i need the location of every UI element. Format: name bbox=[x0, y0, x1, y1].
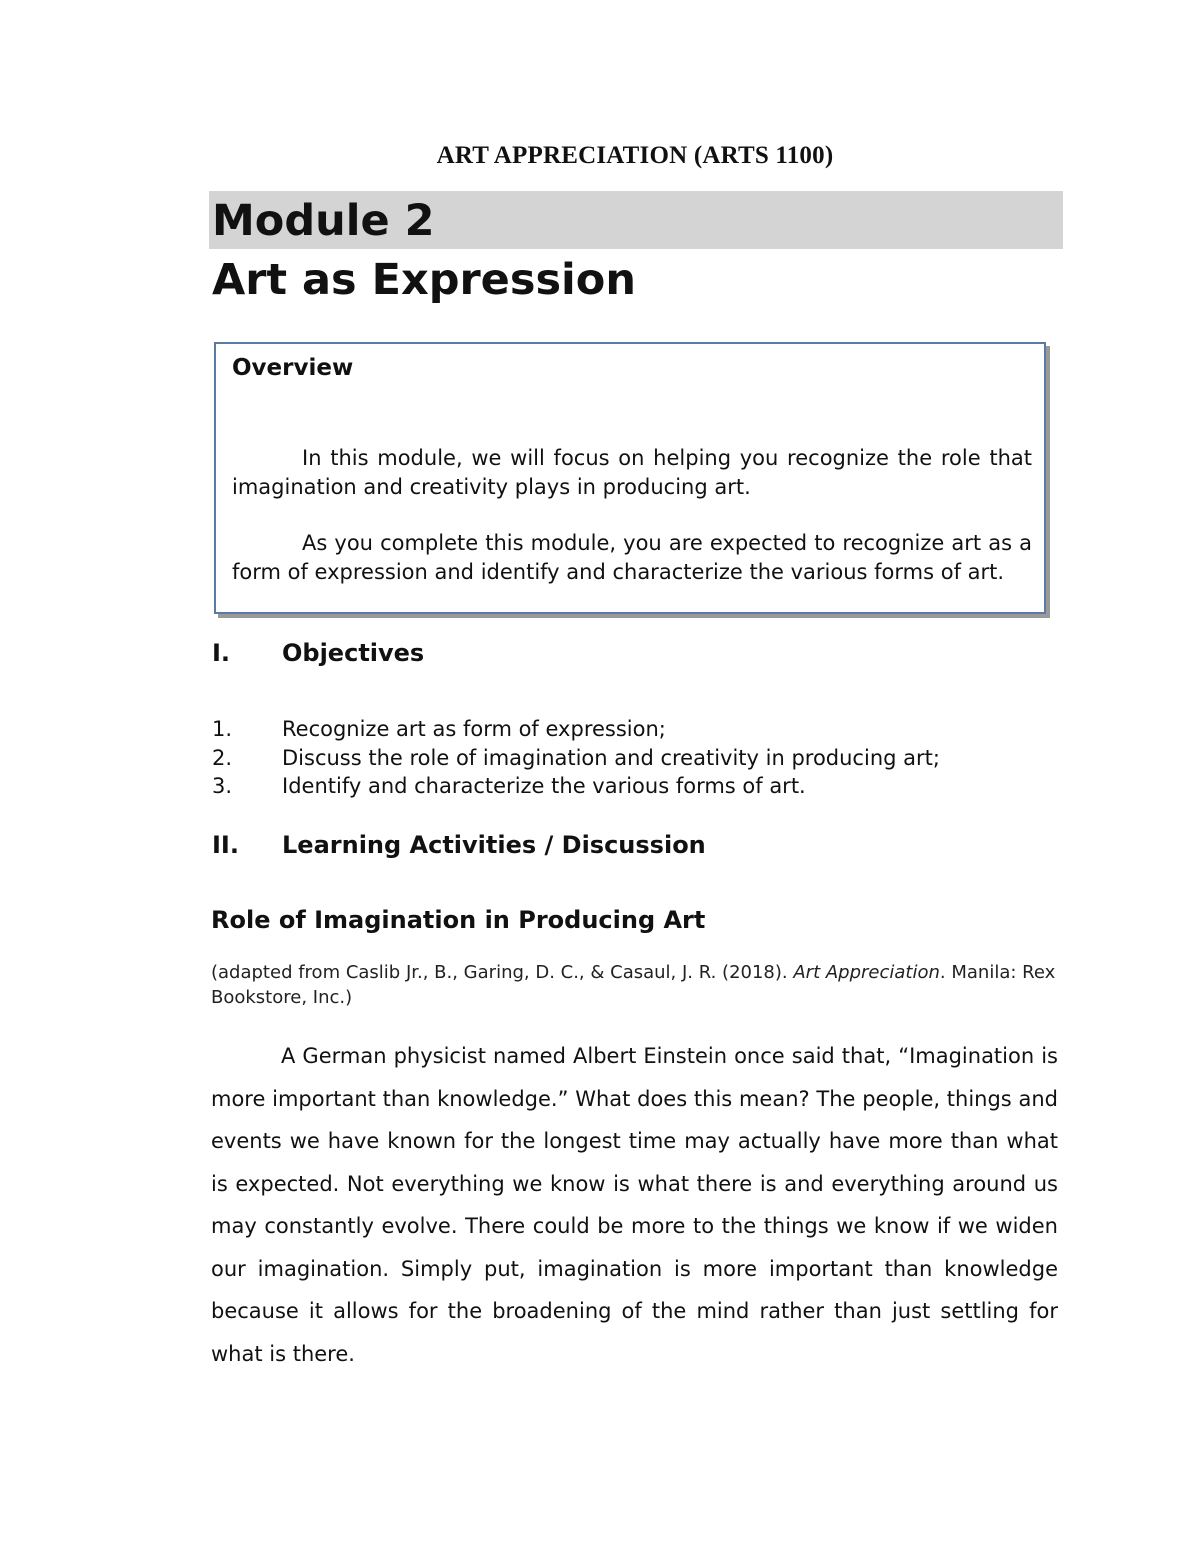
list-item bbox=[212, 715, 940, 744]
list-item bbox=[212, 744, 940, 773]
course-title: ART APPRECIATION (ARTS 1100) bbox=[436, 142, 834, 169]
objectives-numeral: I. bbox=[212, 639, 231, 667]
activities-heading bbox=[212, 829, 706, 861]
list-item-number: 3. bbox=[212, 774, 233, 798]
list-item-text: Identify and characterize the various forms of art. bbox=[282, 774, 806, 798]
overview-paragraph: As you complete this module, you are expected to recognize art as a form of expression and identify and characterize the various forms of art. bbox=[232, 531, 1032, 584]
list-item-number: 2. bbox=[212, 745, 233, 770]
section-title: Role of Imagination in Producing Art bbox=[211, 906, 706, 934]
citation-suffix: . Manila: Rex Bookstore, Inc.) bbox=[211, 962, 1056, 1008]
module-title: Art as Expression bbox=[212, 255, 636, 305]
body-paragraph: A German physicist named Albert Einstein once said that, “Imagination is more important than knowledge.” What does this mean? The people, things and events we have known for the longest time may actually have more than what is expected. Not everything we know is what there is and everything around us may constantly evolve. There could be more to the things we know if we widen our imagination. Simply put, imagination is more important than knowledge because it allows for the broadening of the mind rather than just settling for what is there. bbox=[211, 1044, 1058, 1366]
list-item-text: Recognize art as form of expression; bbox=[282, 717, 666, 741]
activities-numeral: II. bbox=[212, 831, 239, 859]
list-item-number: 1. bbox=[212, 717, 233, 741]
overview-paragraph: In this module, we will focus on helping you recognize the role that imagination and creativity plays in producing art. bbox=[232, 446, 1032, 499]
module-number: Module 2 bbox=[212, 196, 435, 246]
activities-title: Learning Activities / Discussion bbox=[282, 831, 706, 859]
citation-book-title: Art Appreciation bbox=[793, 962, 940, 983]
list-item bbox=[212, 772, 940, 801]
objectives-heading bbox=[212, 637, 424, 669]
citation bbox=[211, 960, 1061, 1010]
objectives-list bbox=[212, 715, 940, 801]
citation-prefix: (adapted from Caslib Jr., B., Garing, D. C., & Casaul, J. R. (2018). bbox=[211, 962, 794, 983]
overview-heading: Overview bbox=[232, 355, 354, 381]
objectives-title: Objectives bbox=[282, 639, 425, 667]
list-item-text: Discuss the role of imagination and creativity in producing art; bbox=[282, 745, 940, 770]
